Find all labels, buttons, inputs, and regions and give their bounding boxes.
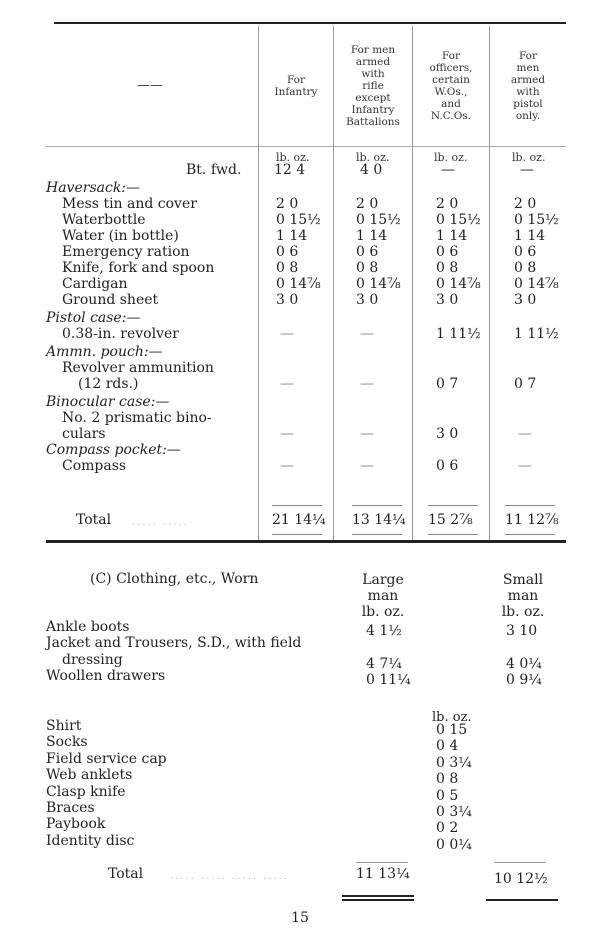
common-item-label: Paybook xyxy=(46,816,106,833)
col-header-large-man: Large man lb. oz. xyxy=(361,572,405,620)
unit-label: lb. oz. xyxy=(512,151,546,164)
common-item-label: Braces xyxy=(46,800,95,816)
total-rule xyxy=(486,899,558,901)
header-rule xyxy=(46,146,566,147)
common-item-label: Web anklets xyxy=(46,767,133,784)
sum-rule xyxy=(352,505,402,506)
section-c-title: (C) Clothing, etc., Worn xyxy=(90,571,259,587)
section-heading: Compass pocket:— xyxy=(46,442,181,458)
section-heading: Haversack:— xyxy=(46,180,141,196)
item-value: 2 0 xyxy=(514,196,537,212)
common-item-value: 0 2 xyxy=(436,820,459,837)
item-value: — xyxy=(280,326,294,342)
bt-fwd-value: 12 4 xyxy=(274,162,306,178)
total-value: 21 14¼ xyxy=(272,512,326,528)
item-value: — xyxy=(280,376,294,392)
header-dash: —— xyxy=(137,78,163,93)
common-item-value: 0 3¼ xyxy=(436,804,472,820)
section-c-total-label: Total xyxy=(108,866,144,882)
item-value: — xyxy=(518,458,532,474)
unit-label: lb. oz. xyxy=(356,151,390,164)
item-value: 0 8 xyxy=(436,260,459,276)
clothing-item-label: dressing xyxy=(62,652,123,668)
item-value: 1 14 xyxy=(276,228,308,244)
total-value: 13 14¼ xyxy=(352,512,406,528)
item-value: 0 8 xyxy=(514,260,537,276)
common-item-value: 0 8 xyxy=(436,771,459,788)
item-value: — xyxy=(360,458,374,474)
section-heading: Binocular case:— xyxy=(46,394,170,410)
common-item-label: Shirt xyxy=(46,718,82,734)
small-man-value: 3 10 xyxy=(506,623,538,639)
section-heading: Pistol case:— xyxy=(46,310,141,326)
clothing-item-label: Ankle boots xyxy=(46,619,130,635)
item-value: 0 6 xyxy=(436,458,459,474)
col-header-officers: For officers, certain W.Os., and N.C.Os. xyxy=(429,50,473,122)
item-value: — xyxy=(360,326,374,342)
table-top-rule xyxy=(54,22,566,24)
item-label: Waterbottle xyxy=(62,212,146,228)
total-rule xyxy=(428,534,478,535)
total-rule xyxy=(505,534,555,535)
item-value: — xyxy=(518,426,532,442)
double-rule xyxy=(342,895,414,897)
item-value: — xyxy=(280,426,294,442)
item-value: 0 6 xyxy=(436,244,459,260)
bt-fwd-value: 4 0 xyxy=(360,162,383,178)
common-item-value: 0 4 xyxy=(436,738,459,755)
item-value: — xyxy=(360,376,374,392)
large-man-value: 4 7¼ xyxy=(366,656,402,672)
item-value: 0 15½ xyxy=(514,212,559,228)
common-item-value: 0 0¼ xyxy=(436,836,472,853)
item-label: Revolver ammunition xyxy=(62,360,214,376)
item-value: 2 0 xyxy=(436,196,459,212)
section-heading: Ammn. pouch:— xyxy=(46,344,163,360)
section-c-total-large: 11 13¼ xyxy=(356,866,410,882)
sum-rule xyxy=(428,505,478,506)
common-item-label: Clasp knife xyxy=(46,783,126,800)
sum-rule xyxy=(272,505,322,506)
item-value: 3 0 xyxy=(514,292,537,308)
item-label: Knife, fork and spoon xyxy=(62,260,215,276)
clothing-item-label: Jacket and Trousers, S.D., with field xyxy=(46,635,302,651)
item-value: 3 0 xyxy=(436,426,459,442)
item-value: 1 14 xyxy=(514,228,546,244)
item-value: 0 15½ xyxy=(356,212,401,228)
item-value: — xyxy=(360,426,374,442)
page-number: 15 xyxy=(291,910,309,926)
item-label: Mess tin and cover xyxy=(62,196,197,212)
item-label: Water (in bottle) xyxy=(62,228,179,244)
item-value: 0 14⅞ xyxy=(356,276,401,292)
item-label: Ground sheet xyxy=(62,292,159,308)
item-value: 0 14⅞ xyxy=(514,276,559,292)
common-item-label: Socks xyxy=(46,734,88,751)
col-header-small-man: Small man lb. oz. xyxy=(501,572,545,620)
item-value: 3 0 xyxy=(436,292,459,308)
item-label: 0.38-in. revolver xyxy=(62,326,179,342)
table-bottom-rule xyxy=(46,540,566,543)
section-c-total-small: 10 12½ xyxy=(494,871,548,887)
item-label: Compass xyxy=(62,458,127,474)
total-value: 11 12⅞ xyxy=(505,512,559,528)
common-item-label: Field service cap xyxy=(46,750,167,767)
common-item-label: Identity disc xyxy=(46,832,135,849)
total-value: 15 2⅞ xyxy=(428,512,473,528)
unit-label: lb. oz. xyxy=(276,151,310,164)
sum-rule xyxy=(356,862,408,863)
item-value: 0 8 xyxy=(356,260,379,276)
small-man-value: 4 0¼ xyxy=(506,656,542,672)
item-value: 2 0 xyxy=(276,196,299,212)
item-value: 0 6 xyxy=(514,244,537,260)
item-label: Cardigan xyxy=(62,276,128,292)
col-header-infantry: For Infantry xyxy=(274,74,318,98)
item-value: 3 0 xyxy=(276,292,299,308)
col-header-pistol: For men armed with pistol only. xyxy=(510,50,546,122)
item-value: 1 11½ xyxy=(436,326,481,342)
unit-label: lb. oz. xyxy=(434,151,468,164)
item-value: — xyxy=(280,458,294,474)
item-label: culars xyxy=(62,426,106,442)
common-item-value: 0 3¼ xyxy=(436,754,472,771)
large-man-value: 4 1½ xyxy=(366,623,402,639)
clothing-item-label: Woollen drawers xyxy=(46,668,166,684)
item-value: 0 6 xyxy=(276,244,299,260)
large-man-value: 0 11¼ xyxy=(366,672,411,688)
item-value: 1 14 xyxy=(436,228,468,244)
item-value: 2 0 xyxy=(356,196,379,212)
item-value: 0 15½ xyxy=(276,212,321,228)
common-unit-label: lb. oz. xyxy=(432,710,472,725)
item-value: 0 8 xyxy=(276,260,299,276)
item-value: 0 14⅞ xyxy=(276,276,321,292)
small-man-value: 0 9¼ xyxy=(506,672,542,688)
item-value: 0 15½ xyxy=(436,212,481,228)
item-label: (12 rds.) xyxy=(78,376,139,392)
item-value: 1 14 xyxy=(356,228,388,244)
total-label: Total xyxy=(76,512,112,528)
total-rule xyxy=(272,534,322,535)
item-label: Emergency ration xyxy=(62,244,190,260)
item-value: 3 0 xyxy=(356,292,379,308)
item-value: 0 14⅞ xyxy=(436,276,481,292)
item-value: 0 7 xyxy=(436,376,459,392)
double-rule xyxy=(342,899,414,901)
item-value: 0 7 xyxy=(514,376,537,392)
total-rule xyxy=(352,534,402,535)
bt-fwd-value: — xyxy=(520,162,534,178)
bt-fwd-value: — xyxy=(441,162,455,178)
item-value: 1 11½ xyxy=(514,326,559,342)
bt-fwd-label: Bt. fwd. xyxy=(186,162,242,178)
leader-dots: ..... ..... xyxy=(132,517,189,528)
common-item-value: 0 15 xyxy=(436,722,468,738)
item-label: No. 2 prismatic bino- xyxy=(62,410,212,426)
item-value: 0 6 xyxy=(356,244,379,260)
sum-rule xyxy=(494,862,546,863)
leader-dots: ..... ..... ..... ..... xyxy=(170,871,290,882)
col-header-rifle: For men armed with rifle except Infantry Battalions xyxy=(346,44,400,128)
common-item-value: 0 5 xyxy=(436,787,459,804)
sum-rule xyxy=(505,505,555,506)
